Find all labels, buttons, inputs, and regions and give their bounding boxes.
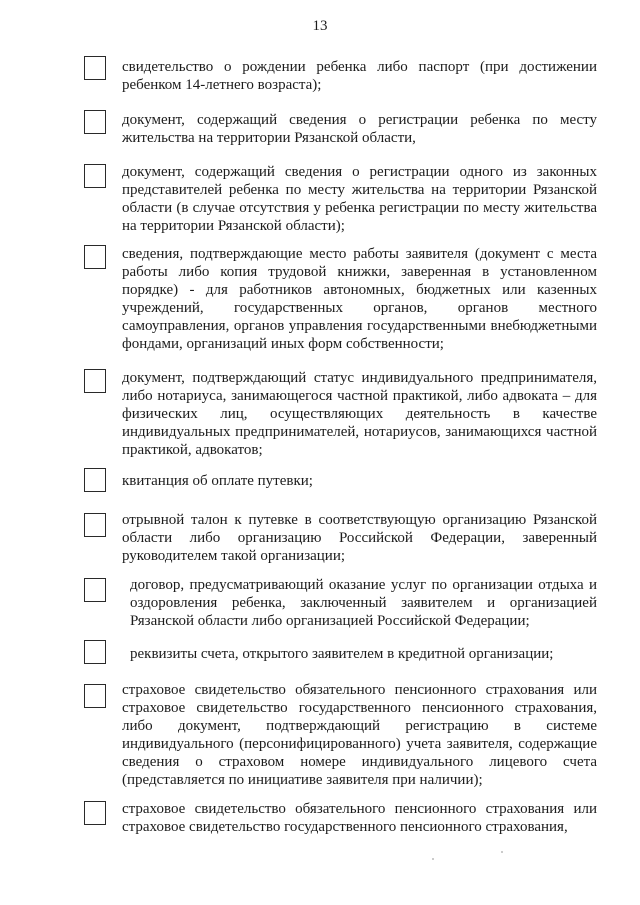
checkbox[interactable] — [84, 801, 106, 825]
item-text: реквизиты счета, открытого заявителем в кредитной организации; — [130, 646, 554, 662]
checkbox[interactable] — [84, 245, 106, 269]
checkbox[interactable] — [84, 578, 106, 602]
item-text: документ, содержащий сведения о регистрации одного из законных представителей ребенка по месту жительства на территории Рязанской области (в случае отсутствия у ребенка регистрации по месту жительства на территории Рязанской области); — [122, 164, 597, 234]
checkbox[interactable] — [84, 369, 106, 393]
page-number: 13 — [312, 18, 328, 34]
checkbox[interactable] — [84, 513, 106, 537]
item-text: страховое свидетельство обязательного пенсионного страхования или страховое свидетельство государственного пенсионного страхования, либо документ, подтверждающий регистрацию в системе индивидуального (персонифицированного) учета заявителя, содержащие сведения о страховом номере индивидуального лицевого счета (представляется по инициативе заявителя при наличии); — [122, 682, 597, 788]
checkbox[interactable] — [84, 110, 106, 134]
item-text: договор, предусматривающий оказание услуг по организации отдыха и оздоровления ребенка, заключенный заявителем и организацией Рязанской области либо организацией Российской Федерации; — [130, 577, 597, 629]
item-text: сведения, подтверждающие место работы заявителя (документ с места работы либо копия трудовой книжки, заверенная в установленном порядке) - для работников автономных, бюджетных или казенных учреждений, государственных органов, органов местного самоуправления, органов управления государственными внебюджетными фондами, организаций иных форм собственности; — [122, 246, 597, 352]
scan-speck — [501, 851, 503, 853]
scan-speck — [432, 858, 434, 860]
item-text: страховое свидетельство обязательного пенсионного страхования или страховое свидетельство государственного пенсионного страхования, — [122, 801, 597, 835]
checkbox[interactable] — [84, 640, 106, 664]
checkbox[interactable] — [84, 468, 106, 492]
item-text: документ, подтверждающий статус индивидуального предпринимателя, либо нотариуса, занимающегося частной практикой, либо адвоката – для физических лиц, осуществляющих деятельность в качестве индивидуальных предпринимателей, нотариусов, занимающихся частной практикой, адвокатов; — [122, 370, 597, 458]
checkbox[interactable] — [84, 56, 106, 80]
item-text: отрывной талон к путевке в соответствующую организацию Рязанской области либо организацию Российской Федерации, заверенный руководителем такой организации; — [122, 512, 597, 564]
checkbox[interactable] — [84, 684, 106, 708]
item-text: квитанция об оплате путевки; — [122, 473, 313, 489]
item-text: свидетельство о рождении ребенка либо паспорт (при достижении ребенком 14-летнего возраста); — [122, 59, 597, 93]
checkbox[interactable] — [84, 164, 106, 188]
item-text: документ, содержащий сведения о регистрации ребенка по месту жительства на территории Рязанской области, — [122, 112, 597, 146]
